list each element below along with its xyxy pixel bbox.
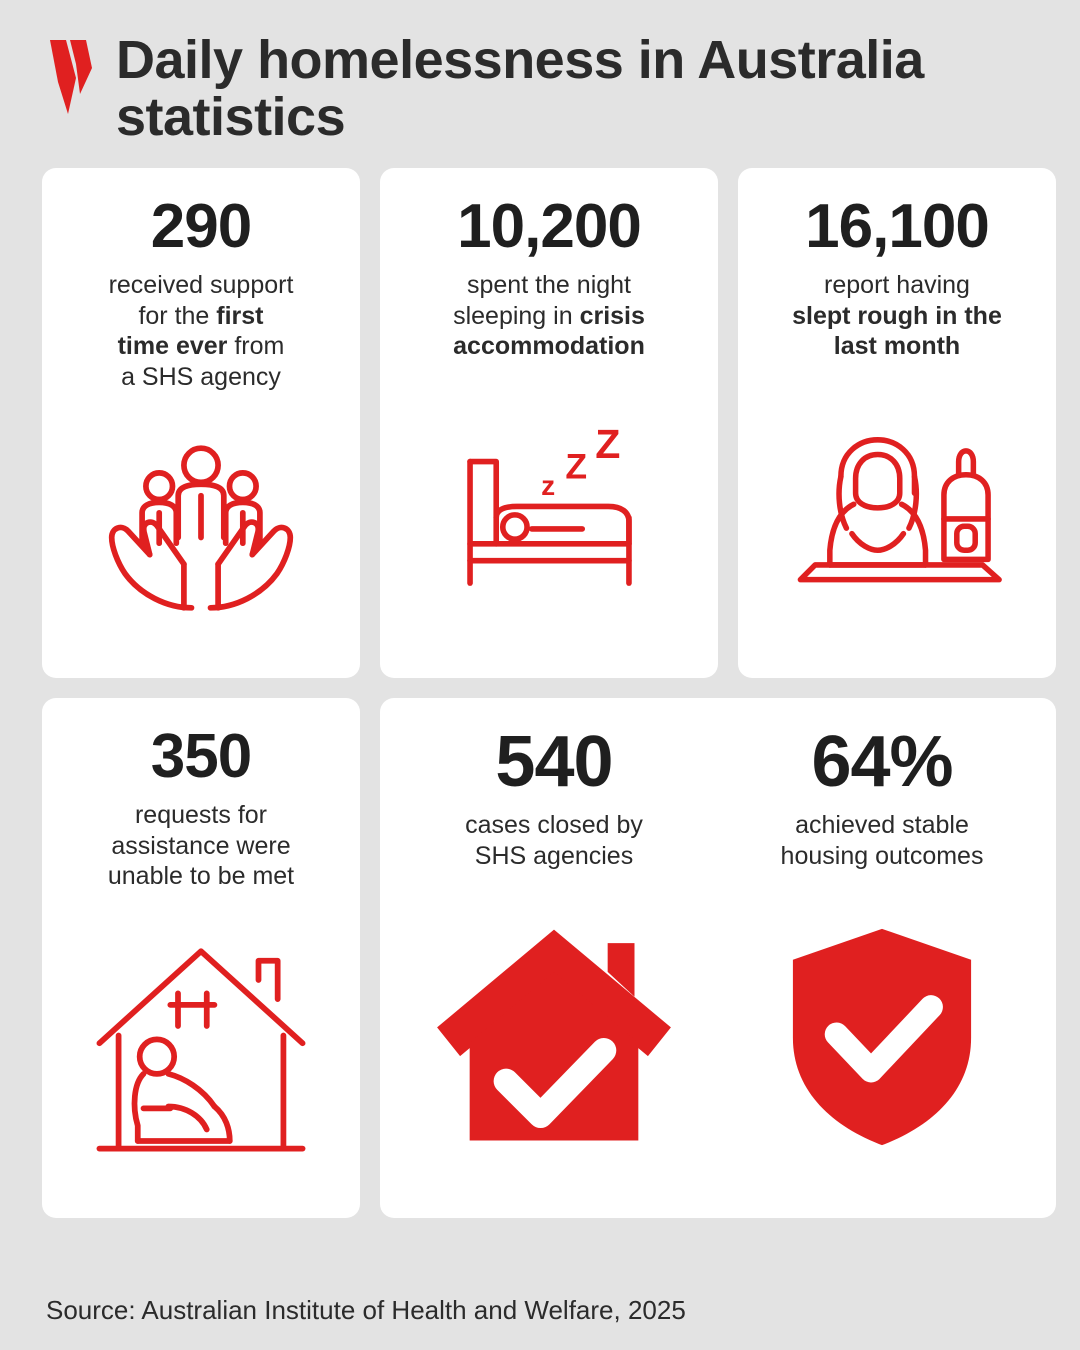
icon-wrap bbox=[756, 362, 1038, 659]
stat-card-outcomes bbox=[380, 698, 1056, 1218]
house-check-icon bbox=[429, 922, 679, 1157]
stat-value: 540 bbox=[495, 722, 613, 803]
stat-card-unmet-requests bbox=[42, 698, 360, 1218]
stat-value: 16,100 bbox=[805, 192, 989, 262]
icon-wrap bbox=[398, 362, 700, 659]
stats-grid bbox=[42, 168, 1038, 1218]
stat-value: 350 bbox=[150, 722, 252, 792]
house-person-sitting-icon bbox=[86, 928, 316, 1173]
icon-wrap bbox=[60, 392, 342, 658]
svg-text:z: z bbox=[540, 469, 555, 501]
icon-wrap bbox=[60, 892, 342, 1199]
source-note: Source: Australian Institute of Health and Welfare, 2025 bbox=[46, 1295, 686, 1325]
icon-wrap bbox=[728, 871, 1036, 1198]
icon-wrap bbox=[400, 871, 708, 1198]
stat-card-slept-rough bbox=[738, 168, 1056, 678]
stat-card-crisis-accommodation bbox=[380, 168, 718, 678]
stat-label: received support for the first time ever from a SHS agency bbox=[108, 271, 294, 391]
stat-label: achieved stable housing outcomes bbox=[780, 811, 984, 870]
sbs-logo-icon bbox=[46, 38, 98, 116]
stat-value: 64% bbox=[811, 722, 953, 803]
stat-card-cases-closed bbox=[390, 722, 718, 1198]
stat-label: spent the night sleeping in crisis accommodation bbox=[453, 271, 645, 361]
stat-value: 290 bbox=[150, 192, 252, 262]
stat-card-first-time-support bbox=[42, 168, 360, 678]
stat-card-stable-housing bbox=[718, 722, 1046, 1198]
stat-label: cases closed by SHS agencies bbox=[465, 811, 643, 870]
person-sitting-backpack-icon bbox=[782, 425, 1012, 605]
stat-label: requests for assistance were unable to be met bbox=[107, 801, 295, 891]
svg-text:Z: Z bbox=[564, 446, 587, 487]
bed-sleeping-icon bbox=[442, 424, 657, 607]
header bbox=[42, 30, 1038, 146]
hands-holding-people-icon bbox=[96, 433, 306, 628]
page-title: Daily homelessness in Australia statistics bbox=[116, 30, 924, 148]
svg-text:Z: Z bbox=[594, 423, 620, 467]
stat-value: 10,200 bbox=[457, 192, 641, 262]
shield-check-icon bbox=[782, 923, 982, 1156]
stat-label: report having slept rough in the last month bbox=[792, 271, 1002, 361]
